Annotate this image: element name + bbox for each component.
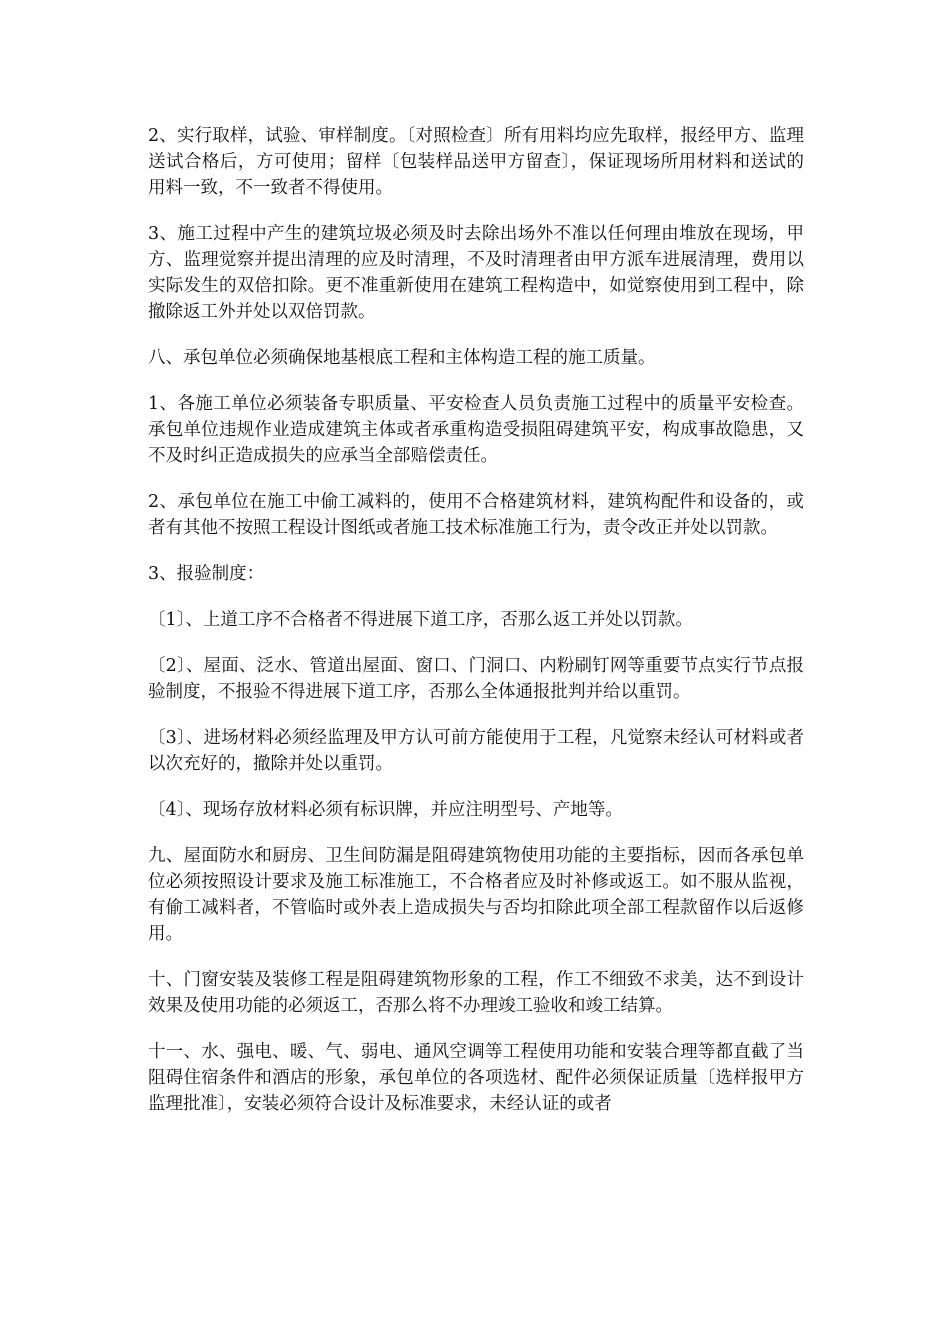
list-item-3: 〔3〕、进场材料必须经监理及甲方认可前方能使用于工程，凡觉察未经认可材料或者以次充好的，撤除并处以重罚。 xyxy=(148,728,804,774)
list-item-4: 〔4〕、现场存放材料必须有标识牌，并应注明型号、产地等。 xyxy=(148,800,623,820)
paragraph-construction-waste: 3、施工过程中产生的建筑垃圾必须及时去除出场外不准以任何理由堆放在现场，甲方、监理觉察并提出清理的应及时清理，不及时清理者由甲方派车进展清理，费用以实际发生的双倍扣除。更不准重新使用在建筑工程构造中，如觉察使用到工程中，除撤除返工外并处以双倍罚款。 xyxy=(148,224,804,322)
paragraph-sampling-system: 2、实行取样，试验、审样制度。〔对照检查〕所有用料均应先取样，报经甲方、监理送试合格后，方可使用；留样〔包装样品送甲方留查〕，保证现场所用材料和送试的用料一致，不一致者不得使用。 xyxy=(148,126,804,198)
paragraph-cutting-corners: 2、承包单位在施工中偷工减料的，使用不合格建筑材料，建筑构配件和设备的，或者有其他不按照工程设计图纸或者施工技术标准施工行为，责令改正并处以罚款。 xyxy=(148,492,804,538)
document-body xyxy=(148,123,804,1137)
section-heading-eight: 八、承包单位必须确保地基根底工程和主体构造工程的施工质量。 xyxy=(148,348,656,368)
paragraph-inspection-system: 3、报验制度： xyxy=(148,564,265,584)
section-heading-eleven: 十一、水、强电、暖、气、弱电、通风空调等工程使用功能和安装合理等都直截了当阻碍住宿条件和酒店的形象，承包单位的各项选材、配件必须保证质量〔选样报甲方监理批准〕，安装必须符合设计及标准要求，未经认证的或者 xyxy=(148,1042,804,1114)
section-heading-ten: 十、门窗安装及装修工程是阻碍建筑物形象的工程，作工不细致不求美，达不到设计效果及使用功能的必须返工，否那么将不办理竣工验收和竣工结算。 xyxy=(148,970,804,1016)
list-item-2: 〔2〕、屋面、泛水、管道出屋面、窗口、门洞口、内粉刷钉网等重要节点实行节点报验制度，不报验不得进展下道工序，否那么全体通报批判并给以重罚。 xyxy=(148,656,804,702)
list-item-1: 〔1〕、上道工序不合格者不得进展下道工序，否那么返工并处以罚款。 xyxy=(148,610,693,630)
paragraph-quality-inspectors: 1、各施工单位必须装备专职质量、平安检查人员负责施工过程中的质量平安检查。承包单位违规作业造成建筑主体或者承重构造受损阻碍建筑平安，构成事故隐患，又不及时纠正造成损失的应承当全部赔偿责任。 xyxy=(148,394,804,466)
section-heading-nine: 九、屋面防水和厨房、卫生间防漏是阻碍建筑物使用功能的主要指标，因而各承包单位必须按照设计要求及施工标准施工，不合格者应及时补修或返工。如不服从监视，有偷工减料者，不管临时或外表上造成损失与否均扣除此项全部工程款留作以后返修用。 xyxy=(148,846,804,944)
